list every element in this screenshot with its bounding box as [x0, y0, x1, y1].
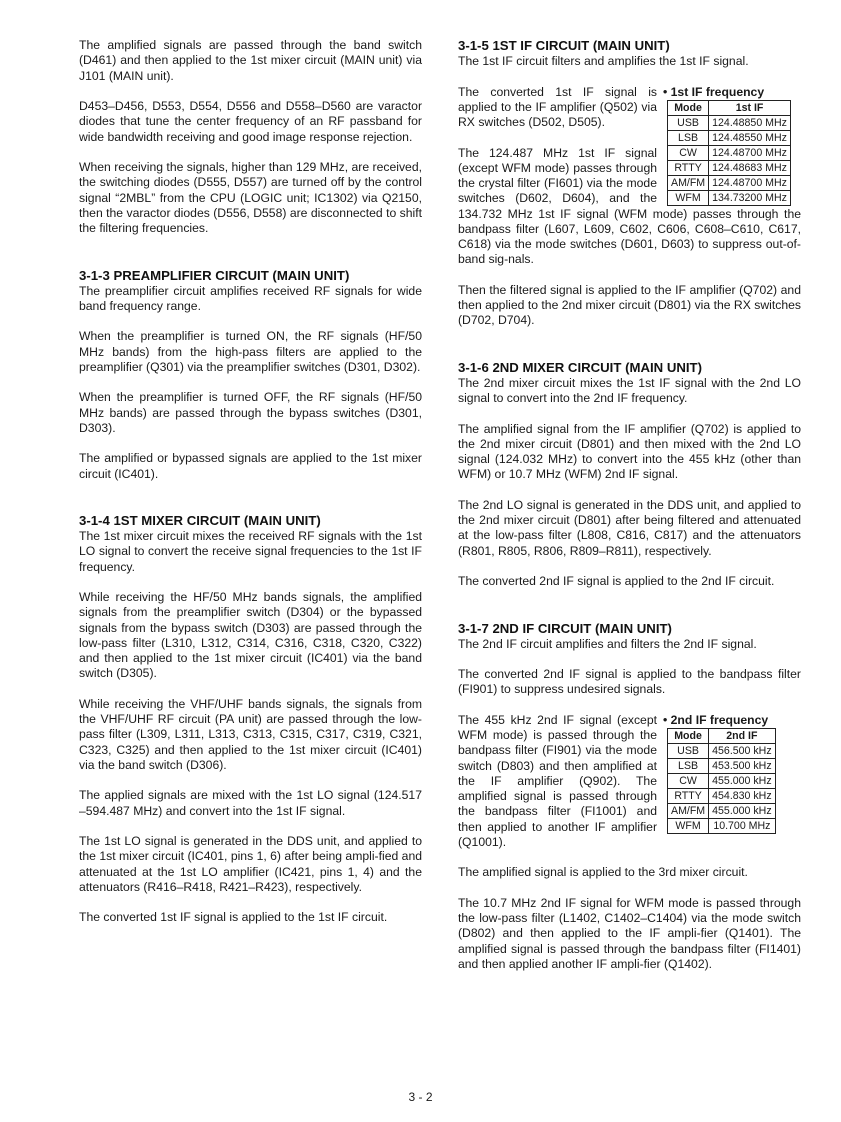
table-cell: 124.48700 MHz [709, 175, 791, 190]
paragraph: While receiving the VHF/UHF bands signals, the signals from the VHF/UHF RF circuit (PA unit) are passed through the low-pass filter (L309, L311, L313, C313, C315, C317, C319, C321, C323, C325) and then applied to the 1st mixer circuit (IC401) via the band switch (D306). [79, 696, 422, 772]
table-cell: LSB [668, 758, 709, 773]
section-heading-3-1-5: 3-1-5 1ST IF CIRCUIT (MAIN UNIT) [458, 38, 670, 53]
table-cell: 134.73200 MHz [709, 190, 791, 205]
table-cell: RTTY [668, 788, 709, 803]
paragraph: The amplified signals are passed through the band switch (D461) and then applied to the 1st mixer circuit (MAIN unit) via J101 (MAIN unit). [79, 38, 422, 83]
second-if-frequency-table [667, 728, 776, 834]
table-cell: CW [668, 145, 709, 160]
table-cell: 455.000 kHz [709, 803, 775, 818]
paragraph: The converted 2nd IF signal is applied to the bandpass filter (FI901) to suppress undesired signals. [458, 667, 801, 697]
table-cell: 456.500 kHz [709, 743, 775, 758]
table-row [668, 773, 776, 788]
paragraph: When receiving the signals, higher than 129 MHz, are received, the switching diodes (D555, D557) are turned off by the control signal “2MBL” from the CPU (LOGIC unit; IC1302) via Q2150, then the varactor diodes (D556, D558) are disconnected to shift the filtering frequencies. [79, 160, 422, 235]
table-cell: AM/FM [668, 175, 709, 190]
second-if-table-box [663, 713, 801, 834]
paragraph: The 2nd LO signal is generated in the DDS unit, and applied to the 2nd mixer circuit (D801) after being filtered and attenuated at the low-pass filter (L808, C816, C817) and the attenuators (R801, R805, R806, R809–R811), respectively. [458, 497, 801, 558]
first-if-table-box [663, 85, 801, 206]
table-cell: 124.48550 MHz [709, 130, 791, 145]
table-cell: USB [668, 115, 709, 130]
right-column [458, 38, 801, 987]
paragraph: The amplified signal is applied to the 3rd mixer circuit. [458, 865, 748, 880]
paragraph: The 1st LO signal is generated in the DDS unit, and applied to the 1st mixer circuit (IC401, pins 1, 6) after being ampli-fied and attenuated at the 1st LO amplifier (IC421, pins 1, 4) and the attenuators (R416–R418, R421–R423), respectively. [79, 834, 422, 894]
paragraph: D453–D456, D553, D554, D556 and D558–D560 are varactor diodes that tune the center frequency of an RF passband for wide bandwidth receiving and good image response rejection. [79, 99, 422, 144]
table-header: 2nd IF [709, 728, 775, 743]
table-cell: 454.830 kHz [709, 788, 775, 803]
section-heading-3-1-4: 3-1-4 1ST MIXER CIRCUIT (MAIN UNIT) [79, 513, 321, 528]
table-cell: LSB [668, 130, 709, 145]
table-cell: USB [668, 743, 709, 758]
table-row [668, 788, 776, 803]
section-heading-3-1-7: 3-1-7 2ND IF CIRCUIT (MAIN UNIT) [458, 620, 672, 636]
table-row [668, 818, 776, 833]
table-row [668, 803, 776, 818]
paragraph: The amplified signal from the IF amplifier (Q702) is applied to the 2nd mixer circuit (D801) and then mixed with the 2nd LO signal (124.032 MHz) to convert into the 455 kHz (other than WFM) or 10.7 MHz (WFM) 2nd IF signal. [458, 421, 801, 482]
paragraph: The 1st mixer circuit mixes the received RF signals with the 1st LO signal to convert the receive signal frequencies to the 1st IF frequency. [79, 529, 422, 574]
second-if-block [458, 713, 801, 866]
table-cell: CW [668, 773, 709, 788]
table-cell: WFM [668, 818, 709, 833]
table-cell: WFM [668, 190, 709, 205]
table-cell: 124.48850 MHz [709, 115, 791, 130]
table-cell: AM/FM [668, 803, 709, 818]
table-row [668, 145, 791, 160]
first-if-block [458, 85, 801, 283]
table-row [668, 115, 791, 130]
table-cell: 453.500 kHz [709, 758, 775, 773]
table-header: Mode [668, 728, 709, 743]
table-header: Mode [668, 100, 709, 115]
paragraph: The 2nd mixer circuit mixes the 1st IF signal with the 2nd LO signal to convert into the 2nd IF frequency. [458, 375, 801, 405]
page-number: 3 - 2 [408, 1090, 433, 1104]
paragraph: The 1st IF circuit filters and amplifies the 1st IF signal. [458, 54, 749, 68]
section-heading-3-1-3: 3-1-3 PREAMPLIFIER CIRCUIT (MAIN UNIT) [79, 267, 350, 283]
paragraph: The applied signals are mixed with the 1st LO signal (124.517 –594.487 MHz) and convert into the 1st IF signal. [79, 788, 422, 818]
table-caption: • 2nd IF frequency [663, 712, 769, 727]
paragraph: While receiving the HF/50 MHz bands signals, the amplified signals from the preamplifier switch (D304) or the bypassed signals from the bypass switch (D303) are passed through the low-pass filter (L310, L312, C314, C316, C318, C320, C322) and then applied to the 1st mixer circuit (IC401) via the band switch (D305). [79, 590, 422, 681]
table-row [668, 758, 776, 773]
table-caption: • 1st IF frequency [663, 84, 765, 99]
paragraph: The converted 2nd IF signal is applied to the 2nd IF circuit. [458, 574, 775, 588]
paragraph: The 455 kHz 2nd IF signal (except WFM mode) is passed through the bandpass filter (FI901) via the mode switch (D803) and then amplified at the IF amplifier (Q902). The amplified signal is passed through the bandpass filter (FI1001) and then applied to another IF amplifier (Q1001). [458, 712, 657, 849]
paragraph: Then the filtered signal is applied to the IF amplifier (Q702) and then applied to the 2nd mixer circuit (D801) via the RX switches (D702, D704). [458, 282, 801, 328]
paragraph: The 124.487 MHz 1st IF signal (except WFM mode) passes through the crystal filter (FI601) via the mode switches (D602, D604), and the 134.732 MHz 1st IF signal (WFM mode) passes through the bandpass filter (L607, L609, C602, C606, C608–C610, C617, C618) via the mode switches (D601, D603) to suppress out-of-band sig-nals. [458, 145, 801, 267]
paragraph: When the preamplifier is turned ON, the RF signals (HF/50 MHz bands) from the high-pass filters are applied to the preamplifier (Q301) via the preamplifier switches (D301, D302). [79, 329, 422, 374]
table-cell: 455.000 kHz [709, 773, 775, 788]
first-if-frequency-table [667, 100, 791, 206]
paragraph: The amplified or bypassed signals are applied to the 1st mixer circuit (IC401). [79, 451, 422, 481]
table-cell: 124.48683 MHz [709, 160, 791, 175]
paragraph: The 10.7 MHz 2nd IF signal for WFM mode is passed through the low-pass filter (L1402, C1402–C1404) via the mode switch (D802) and then applied to the IF ampli-fier (Q1401). The amplified signal is passed through the bandpass filter (FI1401) and then applied another IF ampli-fier (Q1402). [458, 895, 801, 971]
paragraph: The converted 1st IF signal is applied to the 1st IF circuit. [79, 910, 388, 925]
section-heading-3-1-6: 3-1-6 2ND MIXER CIRCUIT (MAIN UNIT) [458, 359, 702, 375]
table-row [668, 175, 791, 190]
table-row [668, 160, 791, 175]
paragraph: The converted 1st IF signal is applied to the IF amplifier (Q502) via RX switches (D502, D505). [458, 84, 657, 129]
table-cell: 124.48700 MHz [709, 145, 791, 160]
table-row [668, 743, 776, 758]
left-column [79, 38, 422, 941]
table-cell: 10.700 MHz [709, 818, 775, 833]
table-header: 1st IF [709, 100, 791, 115]
table-row [668, 190, 791, 205]
paragraph: The 2nd IF circuit amplifies and filters the 2nd IF signal. [458, 636, 757, 651]
table-row [668, 130, 791, 145]
paragraph: When the preamplifier is turned OFF, the RF signals (HF/50 MHz bands) are passed through the bypass switches (D301, D303). [79, 390, 422, 435]
table-cell: RTTY [668, 160, 709, 175]
paragraph: The preamplifier circuit amplifies received RF signals for wide band frequency range. [79, 283, 422, 313]
